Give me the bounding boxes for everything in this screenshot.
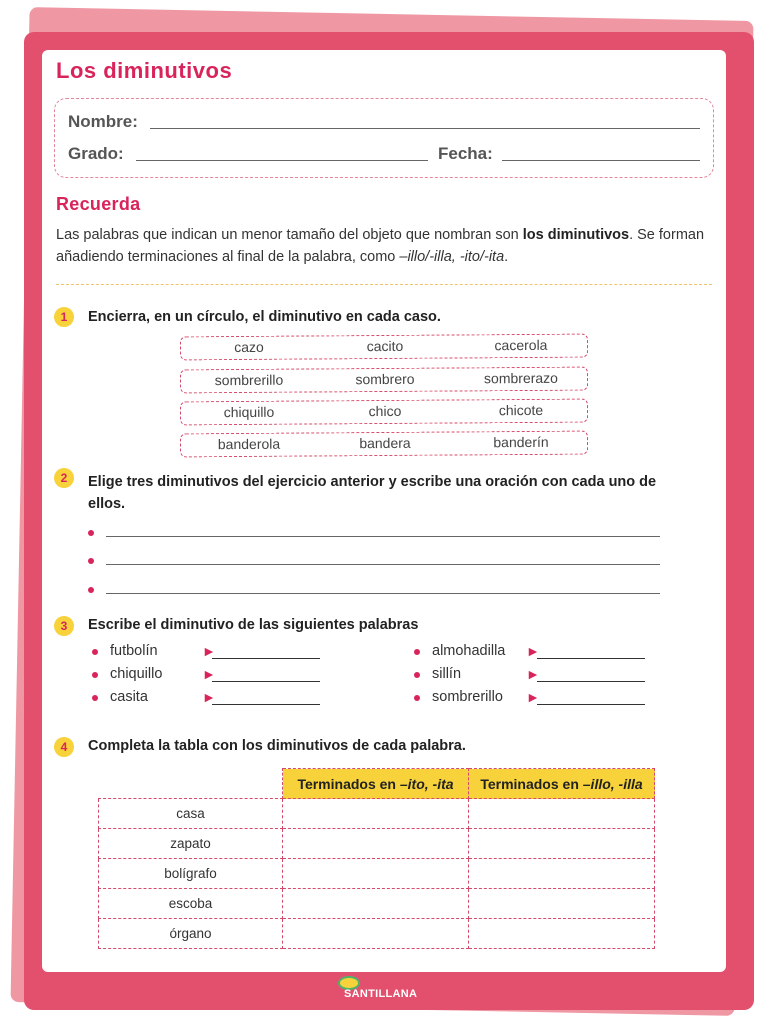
arrow-right-icon: ► <box>202 666 216 682</box>
question-3-text: Escribe el diminutivo de las siguientes palabras <box>88 617 419 633</box>
table-cell[interactable] <box>283 889 469 919</box>
table-row <box>99 859 655 889</box>
bullet-icon <box>88 530 94 536</box>
word-item: almohadilla <box>432 643 506 659</box>
word-option[interactable]: bandera <box>359 434 411 452</box>
word-row-1 <box>180 334 588 361</box>
word-option[interactable]: banderín <box>493 433 549 451</box>
recuerda-heading: Recuerda <box>56 194 141 214</box>
table-row-label: escoba <box>99 889 283 919</box>
question-1-text: Encierra, en un círculo, el diminutivo en cada caso. <box>88 309 441 325</box>
grade-field[interactable] <box>136 160 428 161</box>
bullet-icon <box>414 672 420 678</box>
name-field[interactable] <box>150 128 700 129</box>
answer-blank[interactable] <box>212 681 320 682</box>
table-row-label: zapato <box>99 829 283 859</box>
bullet-icon <box>414 649 420 655</box>
table-header-ito: Terminados en –ito, -ita <box>283 769 469 799</box>
table-header-illo: Terminados en –illo, -illa <box>469 769 655 799</box>
page-title: Los diminutivos <box>56 58 233 83</box>
table-row <box>99 919 655 949</box>
name-label: Nombre: <box>68 112 138 131</box>
word-item: sombrerillo <box>432 689 503 705</box>
table-cell[interactable] <box>469 919 655 949</box>
word-option[interactable]: banderola <box>217 435 281 453</box>
question-number-4: 4 <box>54 737 74 757</box>
table-cell[interactable] <box>283 919 469 949</box>
bullet-icon <box>88 587 94 593</box>
word-item: casita <box>110 689 148 705</box>
table-row <box>99 889 655 919</box>
word-item: futbolín <box>110 643 158 659</box>
question-number-2: 2 <box>54 468 74 488</box>
question-4-text: Completa la tabla con los diminutivos de cada palabra. <box>88 738 466 754</box>
table-cell[interactable] <box>283 829 469 859</box>
word-row-2 <box>180 367 588 394</box>
grade-label: Grado: <box>68 144 124 163</box>
word-option[interactable]: cacerola <box>494 336 548 354</box>
word-row-3 <box>180 399 588 426</box>
table-cell[interactable] <box>469 799 655 829</box>
answer-blank[interactable] <box>537 658 645 659</box>
santillana-logo <box>334 976 434 1002</box>
table-row <box>99 829 655 859</box>
table-row <box>99 799 655 829</box>
word-option[interactable]: chico <box>368 402 402 420</box>
brand-name: SANTILLANA <box>344 988 418 1000</box>
word-option[interactable]: sombrerillo <box>214 371 284 389</box>
section-divider <box>56 284 712 285</box>
date-field[interactable] <box>502 160 700 161</box>
recuerda-text: Las palabras que indican un menor tamaño del objeto que nombran son los diminutivos. Se forman añadiendo terminaciones al final de la palabra, como –illo/-illa, -ito/-ita. <box>56 227 705 265</box>
table-cell[interactable] <box>469 889 655 919</box>
answer-line-3[interactable] <box>106 593 660 594</box>
bullet-icon <box>92 649 98 655</box>
question-number-1: 1 <box>54 307 74 327</box>
arrow-right-icon: ► <box>202 643 216 659</box>
word-option[interactable]: sombrerazo <box>483 369 558 387</box>
answer-line-2[interactable] <box>106 564 660 565</box>
bullet-icon <box>414 695 420 701</box>
table-cell[interactable] <box>469 859 655 889</box>
table-row-label: órgano <box>99 919 283 949</box>
answer-line-1[interactable] <box>106 536 660 537</box>
word-option[interactable]: cazo <box>234 338 264 356</box>
table-row-label: bolígrafo <box>99 859 283 889</box>
diminutives-table <box>98 768 655 949</box>
word-option[interactable]: sombrero <box>355 370 415 388</box>
word-option[interactable]: chicote <box>498 401 544 419</box>
bullet-icon <box>92 695 98 701</box>
bullet-icon <box>92 672 98 678</box>
word-item: sillín <box>432 666 462 682</box>
question-2-text: Elige tres diminutivos del ejercicio anterior y escribe una oración con cada uno de ellos. <box>88 474 657 512</box>
student-info-box <box>54 98 714 178</box>
answer-blank[interactable] <box>537 704 645 705</box>
word-row-4 <box>180 431 588 458</box>
word-item: chiquillo <box>110 666 163 682</box>
answer-blank[interactable] <box>537 681 645 682</box>
table-cell[interactable] <box>469 829 655 859</box>
arrow-right-icon: ► <box>526 689 540 705</box>
table-row-label: casa <box>99 799 283 829</box>
table-cell[interactable] <box>283 859 469 889</box>
table-corner <box>99 769 283 799</box>
question-number-3: 3 <box>54 616 74 636</box>
date-label: Fecha: <box>438 144 493 163</box>
bullet-icon <box>88 558 94 564</box>
word-option[interactable]: cacito <box>366 337 404 355</box>
answer-blank[interactable] <box>212 658 320 659</box>
table-cell[interactable] <box>283 799 469 829</box>
arrow-right-icon: ► <box>202 689 216 705</box>
arrow-right-icon: ► <box>526 643 540 659</box>
answer-blank[interactable] <box>212 704 320 705</box>
arrow-right-icon: ► <box>526 666 540 682</box>
word-option[interactable]: chiquillo <box>223 403 275 421</box>
